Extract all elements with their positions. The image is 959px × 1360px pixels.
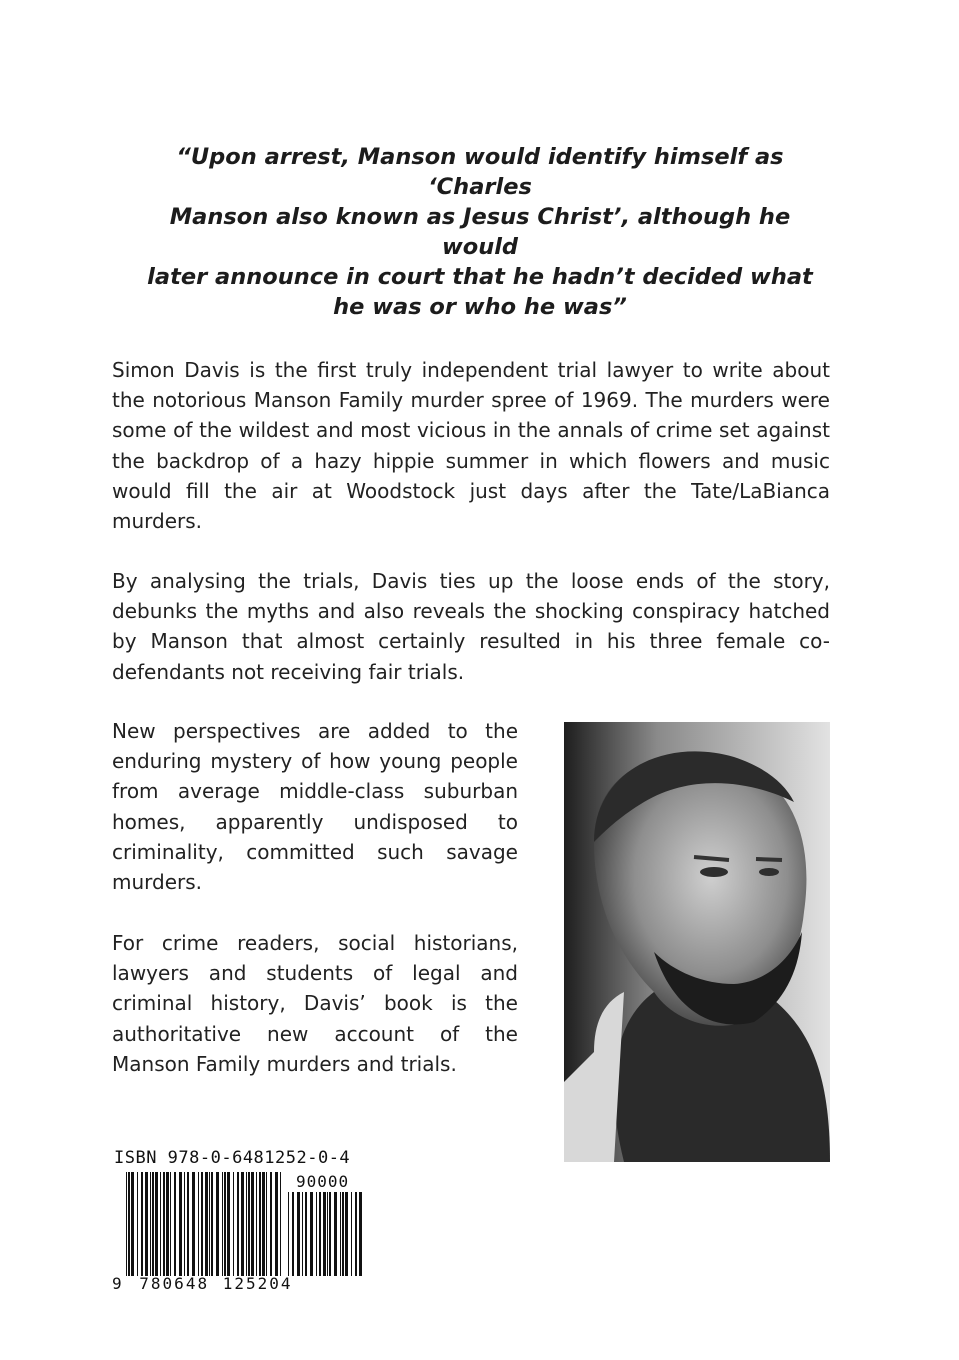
barcode-bar [342,1192,344,1276]
barcode-bar [227,1172,230,1276]
barcode-bar [179,1172,182,1276]
barcode-bar [137,1172,138,1276]
barcode-bar [237,1172,239,1276]
barcode-bar [222,1172,223,1276]
barcode-bar [288,1192,289,1276]
barcode-addon-digits: 90000 [296,1172,350,1191]
barcode-bar [275,1172,278,1276]
barcode-bar [310,1192,313,1276]
barcode-bar [262,1172,265,1276]
barcode-bar [198,1172,199,1276]
barcode-bar [126,1172,127,1276]
blurb-paragraph-3: New perspectives are added to the enduring mystery of how young people from average middle-class suburban homes, apparently undisposed to criminality, committed such savage murders. [112,719,518,895]
barcode-bar [302,1192,303,1276]
barcode-bar [192,1172,195,1276]
barcode-bar [131,1172,134,1276]
barcode-bar [340,1192,341,1276]
barcode-bar [174,1172,176,1276]
quote-line: he was or who he was” [333,294,627,320]
barcode-bar [170,1172,171,1276]
barcode-bar [145,1172,148,1276]
quote-line: later announce in court that he hadn’t decided what [147,264,813,290]
barcode-bar [160,1172,161,1276]
isbn-barcode [112,1148,372,1298]
barcode-bar [259,1172,261,1276]
barcode-bar [128,1172,130,1276]
blurb-paragraph-1: Simon Davis is the first truly independent trial lawyer to write about the notorious Manson Family murder spree of 1969. The murders were some of the wildest and most vicious in the annals of crime set against the backdrop of a hazy hippie summer in which flowers and music would fill the air at Woodstock just days after the Tate/LaBianca murders. [112,358,830,534]
barcode-bar [150,1172,151,1276]
barcode-bar [152,1172,154,1276]
barcode-bar [201,1172,203,1276]
barcode-bar [256,1172,257,1276]
barcode-bar [248,1172,250,1276]
barcode-bar [184,1172,185,1276]
barcode-bar [166,1172,169,1276]
barcode-bar [355,1192,357,1276]
barcode-bar [163,1172,165,1276]
barcode-bar [319,1192,321,1276]
barcode-bar [233,1172,234,1276]
barcode-bar [251,1172,254,1276]
barcode-bar [316,1192,317,1276]
isbn-label: ISBN 978-0-6481252-0-4 [114,1148,351,1168]
barcode-bar [246,1172,247,1276]
barcode-bar [187,1172,189,1276]
barcode-bar [329,1192,331,1276]
barcode-bar [345,1192,348,1276]
barcode-bar [297,1192,300,1276]
back-cover-quote [140,142,820,322]
barcode-bar [224,1172,226,1276]
barcode-bar [270,1172,272,1276]
barcode-bar [280,1172,281,1276]
quote-line: “Upon arrest, Manson would identify himself as ‘Charles [176,144,784,200]
barcode-bar [141,1172,143,1276]
barcode-bar [327,1192,328,1276]
barcode-bar [155,1172,158,1276]
barcode-bar [205,1172,208,1276]
blurb-paragraph-2: By analysing the trials, Davis ties up the loose ends of the story, debunks the myths and also reveals the shocking conspiracy hatched by Manson that almost certainly resulted in his three female co-defendants not receiving fair trials. [112,569,830,684]
barcode-bar [305,1192,307,1276]
barcode-bar [209,1172,210,1276]
ean-digits [112,1274,293,1293]
portrait-photo-illustration [564,722,830,1162]
barcode-bar [323,1192,326,1276]
quote-line: Manson also known as Jesus Christ’, although he would [169,204,791,260]
ean-left-group: 780648 [139,1274,210,1293]
blurb-paragraph-4: For crime readers, social historians, lawyers and students of legal and criminal history, Davis’ book is the authoritative new account of the Manson Family murders and trials. [112,931,518,1076]
barcode-bar [359,1192,362,1276]
barcode-bar [266,1172,267,1276]
barcode-bar [211,1172,213,1276]
ean-first-digit: 9 [112,1274,122,1293]
ean-right-group: 125204 [222,1274,293,1293]
barcode-bar [292,1192,294,1276]
author-subject-photo [564,722,830,1162]
barcode-bar [351,1192,352,1276]
barcode-bar [334,1192,337,1276]
barcode-bar [216,1172,219,1276]
barcode-bar [241,1172,244,1276]
